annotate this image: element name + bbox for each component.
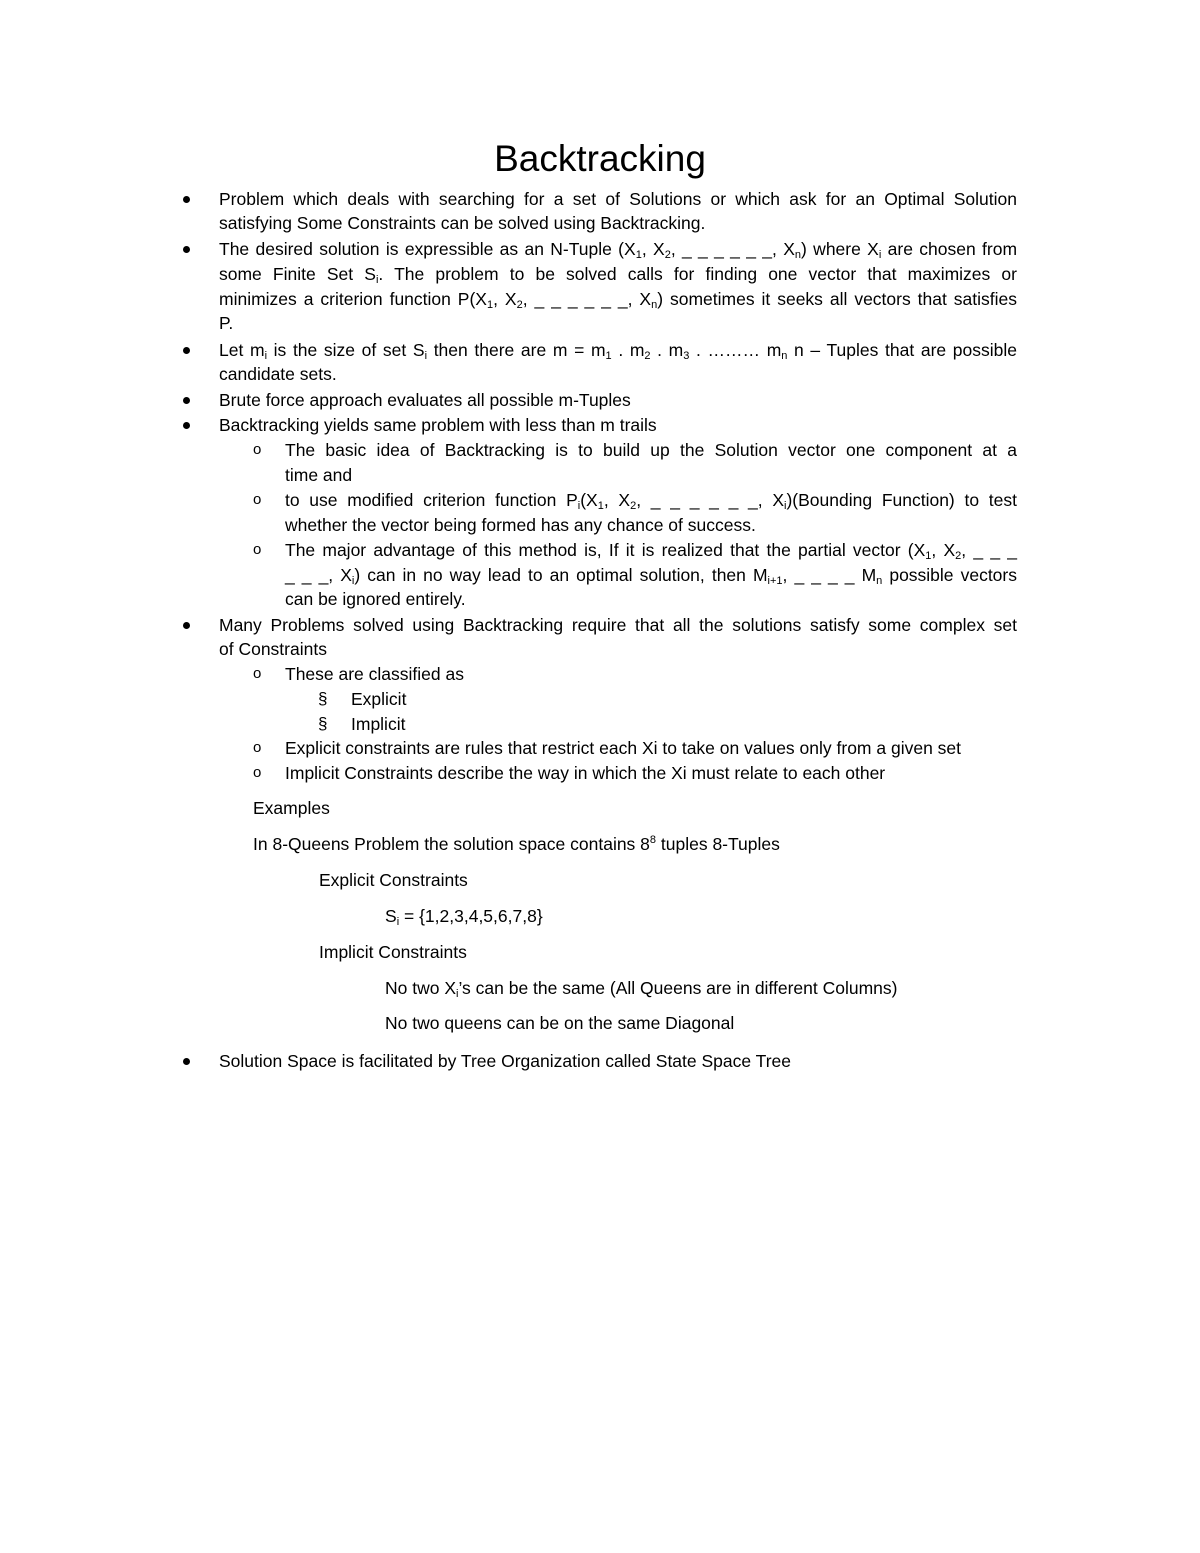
sub-bullet-icon: o [253, 491, 262, 508]
b5-s2-line1: to use modified criterion function $P_i(X_1$, $X_2$, _ _ _ _ _ _, $X_i)(Bounding$ Function) to test [285, 490, 1017, 512]
b3-line1: Let $m_i$ is the size of set $S_i$ then there are $m = m_1$ . $m_2$ . $m_3$ . ……… $m_n$ n – Tuples that are possible [219, 340, 1017, 362]
bullet-icon [183, 188, 193, 198]
b1-line1: Problem which deals with searching for a set of Solutions or which ask for an Optimal Solution [219, 189, 1017, 209]
implicit-rule-2: No two queens can be on the same Diagonal [385, 1013, 735, 1033]
b2-line2: some Finite Set $S_i$. The problem to be solved calls for finding one vector that maximizes or [219, 264, 1017, 286]
sub-bullet-icon: o [253, 665, 262, 682]
b6-line1: Many Problems solved using Backtracking require that all the solutions satisfy some complex set [219, 615, 1017, 635]
b3-line2: candidate sets. [219, 364, 337, 384]
examples-heading: Examples [253, 798, 330, 818]
b6-line2: of Constraints [219, 639, 327, 659]
sub-bullet-icon: o [253, 541, 262, 558]
set-definition: $S_i = \{1,2,3,4,5,6,7,8\}$ [385, 906, 543, 928]
queens-line: In 8-Queens Problem the solution space contains $8^8$ tuples 8-Tuples [253, 834, 780, 854]
b5-s1-line1: The basic idea of Backtracking is to build up the Solution vector one component at a [285, 440, 1017, 460]
bullet-icon [183, 414, 193, 424]
b5-s3-line1: The major advantage of this method is, If it is realized that the partial vector ($X_1$, $X_2$, _ _ _ [285, 540, 1017, 562]
b7-line1: Solution Space is facilitated by Tree Organization called State Space Tree [219, 1051, 791, 1071]
b5-s3-line3: can be ignored entirely. [285, 589, 466, 609]
sub-bullet-icon: o [253, 441, 262, 458]
b5-line1: Backtracking yields same problem with less than m trails [219, 415, 657, 435]
sub-bullet-icon: o [253, 764, 262, 781]
section-bullet-icon: § [318, 689, 328, 708]
b2-line1: The desired solution is expressible as an N-Tuple ($X_1$, $X_2$, _ _ _ _ _ _, $X_n$) where $X_i$ are chosen from [219, 239, 1018, 261]
b6-s1: These are classified as [285, 664, 464, 684]
b5-s2-line2: whether the vector being formed has any chance of success. [285, 515, 756, 535]
bullet-icon [183, 339, 193, 349]
explicit-constraints-heading: Explicit Constraints [319, 870, 468, 890]
b2-line4: P. [219, 313, 234, 333]
b1-line2: satisfying Some Constraints can be solved using Backtracking. [219, 213, 706, 233]
b6-s2: Explicit constraints are rules that restrict each Xi to take on values only from a given set [285, 738, 962, 758]
page-title: Backtracking [494, 138, 706, 179]
sub-bullet-icon: o [253, 739, 262, 756]
bullet-icon [183, 1050, 193, 1060]
b5-s1-line2: time and [285, 465, 353, 485]
b4-line1: Brute force approach evaluates all possible m-Tuples [219, 390, 631, 410]
b6-s3: Implicit Constraints describe the way in which the Xi must relate to each other [285, 763, 886, 783]
b5-s3-line2: _ _ _, $X_i$) can in no way lead to an optimal solution, then $M_{i+1}$, _ _ _ _ $M_n$ possible vectors [285, 565, 1017, 587]
b6-ss2: Implicit [351, 714, 406, 734]
bullet-icon [183, 614, 193, 624]
implicit-rule-1: No two $X_i’s$ can be the same (All Queens are in different Columns) [385, 978, 898, 1000]
b6-ss1: Explicit [351, 689, 407, 709]
b2-line3: minimizes a criterion function $P(X_1$, $X_2$, _ _ _ _ _ _, $X_n$) sometimes it seeks all vectors that satisfies [219, 289, 1018, 311]
implicit-constraints-heading: Implicit Constraints [319, 942, 467, 962]
section-bullet-icon: § [318, 714, 328, 733]
bullet-icon [183, 389, 193, 399]
bullet-icon [183, 238, 193, 248]
